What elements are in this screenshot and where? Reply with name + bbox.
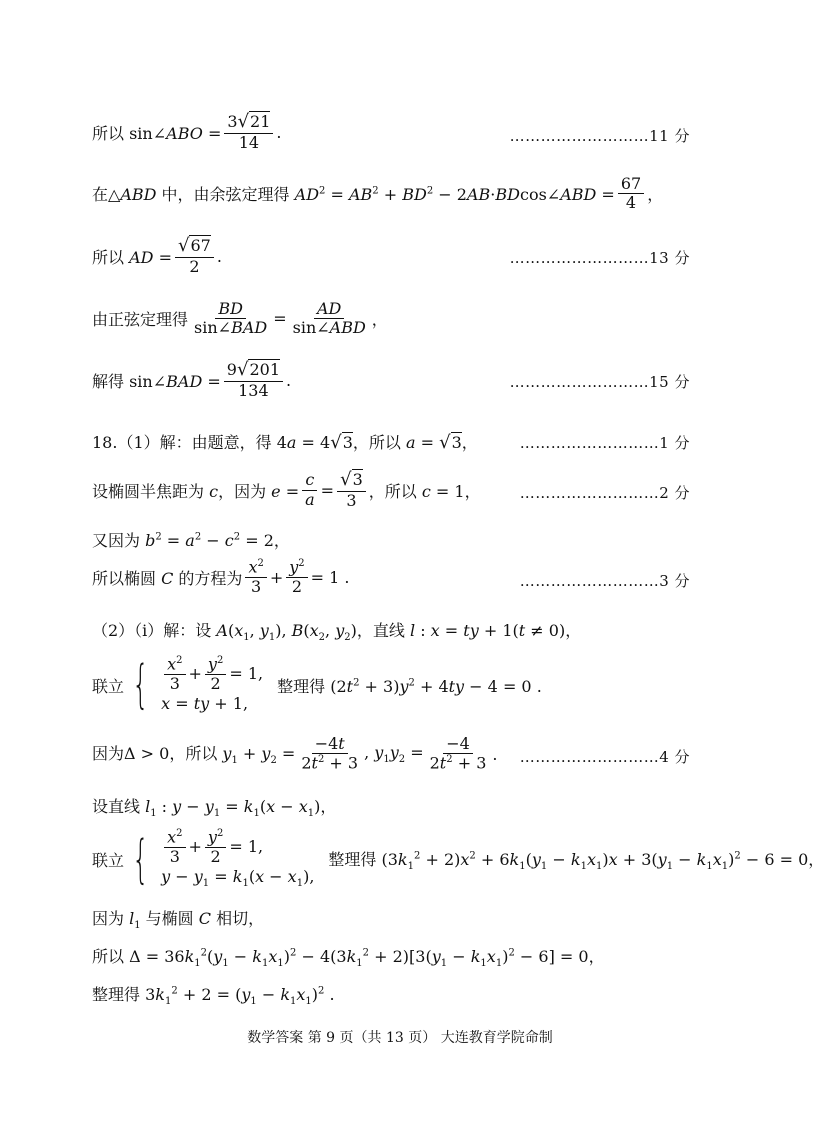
- line-system-1: 联立 { $\frac{x^2}{3}$ + $\frac{y^2}{2}$ = 1, x = ty + 1, 整理得 $(2t^2 + 3)y^2 + 4ty - 4 = 0$ .: [92, 654, 542, 716]
- score-1: ………………………1 分: [519, 434, 690, 452]
- brace-icon: {: [132, 655, 149, 716]
- line-system-2: 联立 { $\frac{x^2}{3}$ + $\frac{y^2}{2}$ = 1, $y - y_1 = k_1(x - x_1)$, 整理得 $(3k_1^2 + 2)x^2 + 6k_1(y_1 - k_1x_1)x + 3(y_1 - k_1x_1)^2 - 6 = 0$，: [92, 827, 824, 890]
- line-sin-bad: 解得 sin∠BAD = $\frac{9√201}{134}$ .: [92, 359, 292, 400]
- brace-icon: {: [132, 829, 149, 890]
- line-discriminant: 所以 $\Delta = 36k_1^2(y_1 - k_1x_1)^2 - 4(3k_1^2 + 2)[3(y_1 - k_1x_1)^2 - 6] = 0$，: [92, 947, 605, 970]
- line-tangent: 因为 $l_1$ 与椭圆 C 相切，: [92, 909, 265, 932]
- line-b-squared: 又因为 $b^2 = a^2 - c^2 = 2$，: [92, 531, 290, 550]
- score-13: ………………………13 分: [509, 249, 690, 267]
- line-sine-law: 由正弦定理得 $\frac{BD}{\text{sin∠BAD}}$ = $\frac{AD}{\text{sin∠ABD}}$ ，: [92, 299, 388, 338]
- score-3: ………………………3 分: [519, 572, 690, 590]
- score-4: ………………………4 分: [519, 748, 690, 766]
- line-ad: 所以 AD = $\frac{√67}{2}$ .: [92, 235, 222, 276]
- score-15: ………………………15 分: [509, 373, 690, 391]
- line-cosine-law: 在△ABD 中，由余弦定理得 $AD^2 = AB^2 + BD^2$ − 2AB·BDcos∠ABD = $\frac{67}{4}$ ，: [92, 174, 664, 213]
- line-sin-abo: 所以 sin∠ABO = $\frac{3√21}{14}$ .: [92, 111, 282, 152]
- line-ellipse-eq: 所以椭圆 C 的方程为 $\frac{x^2}{3}$ + $\frac{y^2}{2}$ = 1 .: [92, 557, 350, 596]
- line-result: 整理得 $3k_1^2 + 2 = (y_1 - k_1x_1)^2$ .: [92, 985, 335, 1008]
- score-2: ………………………2 分: [519, 484, 690, 502]
- line-eccentricity: 设椭圆半焦距为 c，因为 e = $\frac{c}{a}$ = $\frac{√3}{3}$ ，所以 c = 1，: [92, 469, 481, 510]
- page-footer: 数学答案 第 9 页（共 13 页） 大连教育学院命制: [247, 1030, 553, 1046]
- line-vieta: 因为Δ > 0，所以 $y_1 + y_2$ = $\frac{-4t}{2t^2 + 3}$ , $y_1y_2$ = $\frac{-4}{2t^2 + 3}$ .: [92, 734, 498, 773]
- line-q18-1: 18.（1）解：由题意，得 4a = 4√3，所以 a = √3，: [92, 432, 478, 453]
- score-11: ………………………11 分: [509, 127, 690, 145]
- line-q18-2: （2）（ⅰ）解：设 $A(x_1$, $y_1$), $B(x_2$, $y_2$)，直线 l : x = ty + 1(t ≠ 0)，: [92, 621, 582, 644]
- line-l1: 设直线 $l_1$ : $y - y_1 = k_1(x - x_1)$，: [92, 797, 337, 820]
